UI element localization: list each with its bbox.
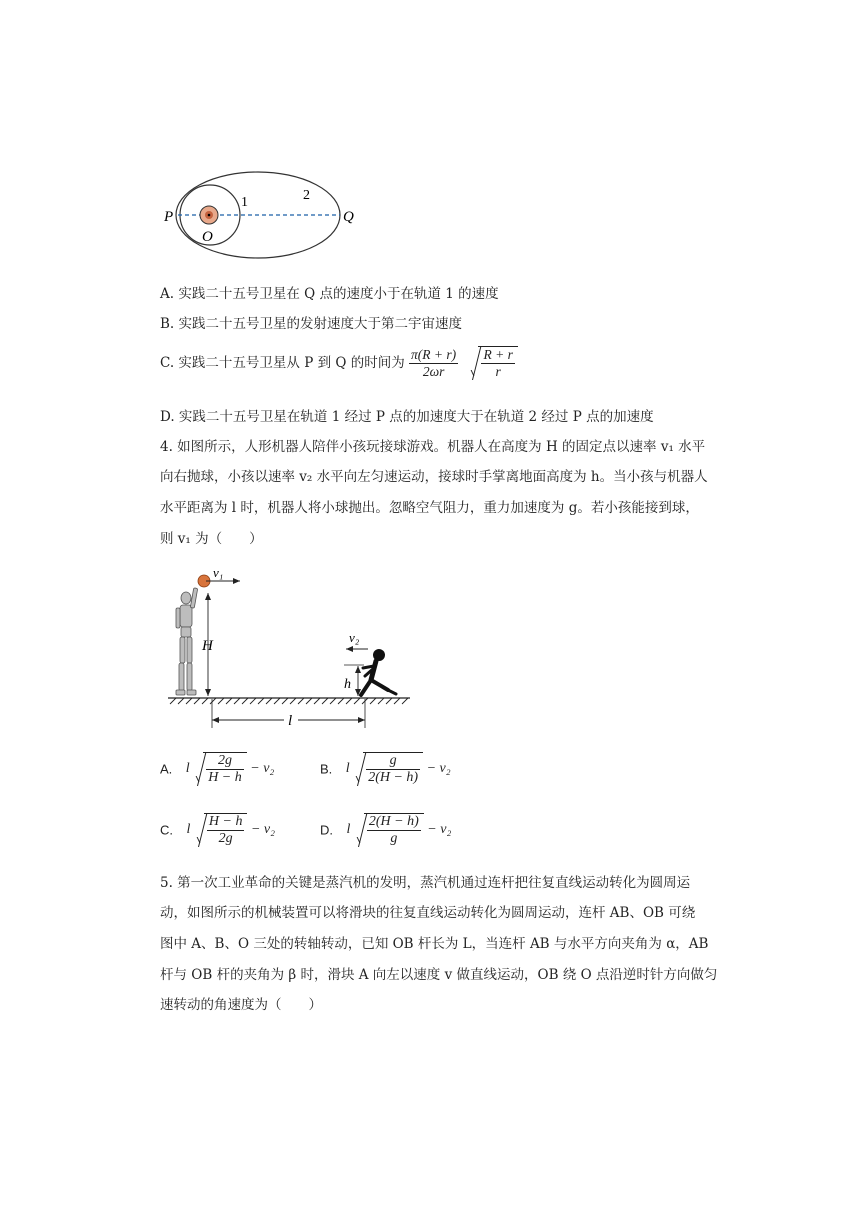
q5-stem-line-4: 杆与 OB 杆的夹角为 β 时，滑块 A 向左以速度 v 做直线运动，OB 绕 O 点沿逆时针方向做匀: [160, 967, 718, 983]
q3-C-denominator: 2ωr: [422, 363, 445, 379]
q3-option-A: A. 实践二十五号卫星在 Q 点的速度小于在轨道 1 的速度: [160, 286, 499, 302]
q4-B-label: B.: [320, 761, 333, 777]
label-orbit-1: 1: [241, 195, 248, 210]
q5-stem-line-3: 图中 A、B、O 三处的转轴转动，已知 OB 杆长为 L，当连杆 AB 与水平方向夹角为 α，AB: [160, 936, 709, 952]
label-v1: v₁: [213, 568, 224, 580]
child-figure: [361, 649, 396, 695]
q4-option-A: A. l $\frac{2g}{H - h}$ − v₂: [160, 753, 275, 785]
q3-C-rad-numerator: R + r: [483, 347, 513, 362]
q4-stem-line-1: 4. 如图所示，人形机器人陪伴小孩玩接球游戏。机器人在高度为 H 的固定点以速率 v₁ 水平: [160, 439, 706, 455]
label-l: l: [288, 713, 293, 729]
q4-option-B: B. l $\frac{g}{2(H - h)}$ − v₂: [320, 753, 451, 785]
q3-option-C: [160, 346, 518, 380]
q4-B-sqrt: $\frac{g}{2(H - h)}$: [353, 752, 423, 786]
q4-D-sqrt: $\frac{2(H - h)}{g}$: [354, 813, 424, 847]
label-H: H: [202, 638, 213, 654]
q3-option-B: B. 实践二十五号卫星的发射速度大于第二宇宙速度: [160, 316, 463, 332]
q4-stem-line-4: 则 v₁ 为（ ）: [160, 531, 263, 547]
q4-A-sqrt: $\frac{2g}{H - h}$: [193, 752, 247, 786]
q3-C-rad-denominator: r: [495, 364, 501, 379]
throw-catch-diagram: [160, 568, 420, 732]
label-P: P: [164, 209, 174, 225]
q3-option-C-text: C. 实践二十五号卫星从 P 到 Q 的时间为: [160, 355, 405, 371]
v1-arrowhead: [233, 578, 240, 584]
label-O: O: [202, 229, 213, 245]
planet-center-dot: [208, 214, 211, 217]
q3-option-D: D. 实践二十五号卫星在轨道 1 经过 P 点的加速度大于在轨道 2 经过 P 点的加速度: [160, 409, 654, 425]
q3-option-C-sqrt: [468, 346, 517, 380]
label-orbit-2: 2: [303, 188, 310, 203]
q4-option-D: D. l $\frac{2(H - h)}{g}$ − v₂: [320, 814, 452, 846]
q4-C-label: C.: [160, 822, 173, 838]
q3-option-C-fraction: [409, 347, 458, 380]
q4-option-C: C. l $\frac{H - h}{2g}$ − v₂: [160, 814, 275, 846]
q5-stem-line-2: 动，如图所示的机械装置可以将滑块的往复直线运动转化为圆周运动，连杆 AB、OB 可绕: [160, 905, 696, 921]
ground-hatching: [170, 698, 408, 704]
q4-A-label: A.: [160, 761, 173, 777]
v2-arrowhead: [346, 646, 353, 652]
label-v2: v₂: [349, 630, 360, 645]
q5-stem-line-1: 5. 第一次工业革命的关键是蒸汽机的发明，蒸汽机通过连杆把往复直线运动转化为圆周运: [160, 875, 691, 891]
q4-D-label: D.: [320, 822, 333, 838]
robot-figure: [176, 588, 198, 695]
orbit-diagram: [160, 168, 360, 260]
label-h: h: [344, 677, 351, 692]
q5-stem-line-5: 速转动的角速度为（ ）: [160, 997, 322, 1013]
label-Q: Q: [343, 209, 354, 225]
q3-C-numerator: π(R + r): [411, 346, 457, 362]
q4-stem-line-2: 向右抛球，小孩以速率 v₂ 水平向左匀速运动，接球时手掌离地面高度为 h。当小孩与机器人: [160, 469, 708, 485]
q4-stem-line-3: 水平距离为 l 时，机器人将小球抛出。忽略空气阻力，重力加速度为 g。若小孩能接到球，: [160, 500, 699, 516]
q4-C-sqrt: $\frac{H - h}{2g}$: [194, 813, 248, 847]
